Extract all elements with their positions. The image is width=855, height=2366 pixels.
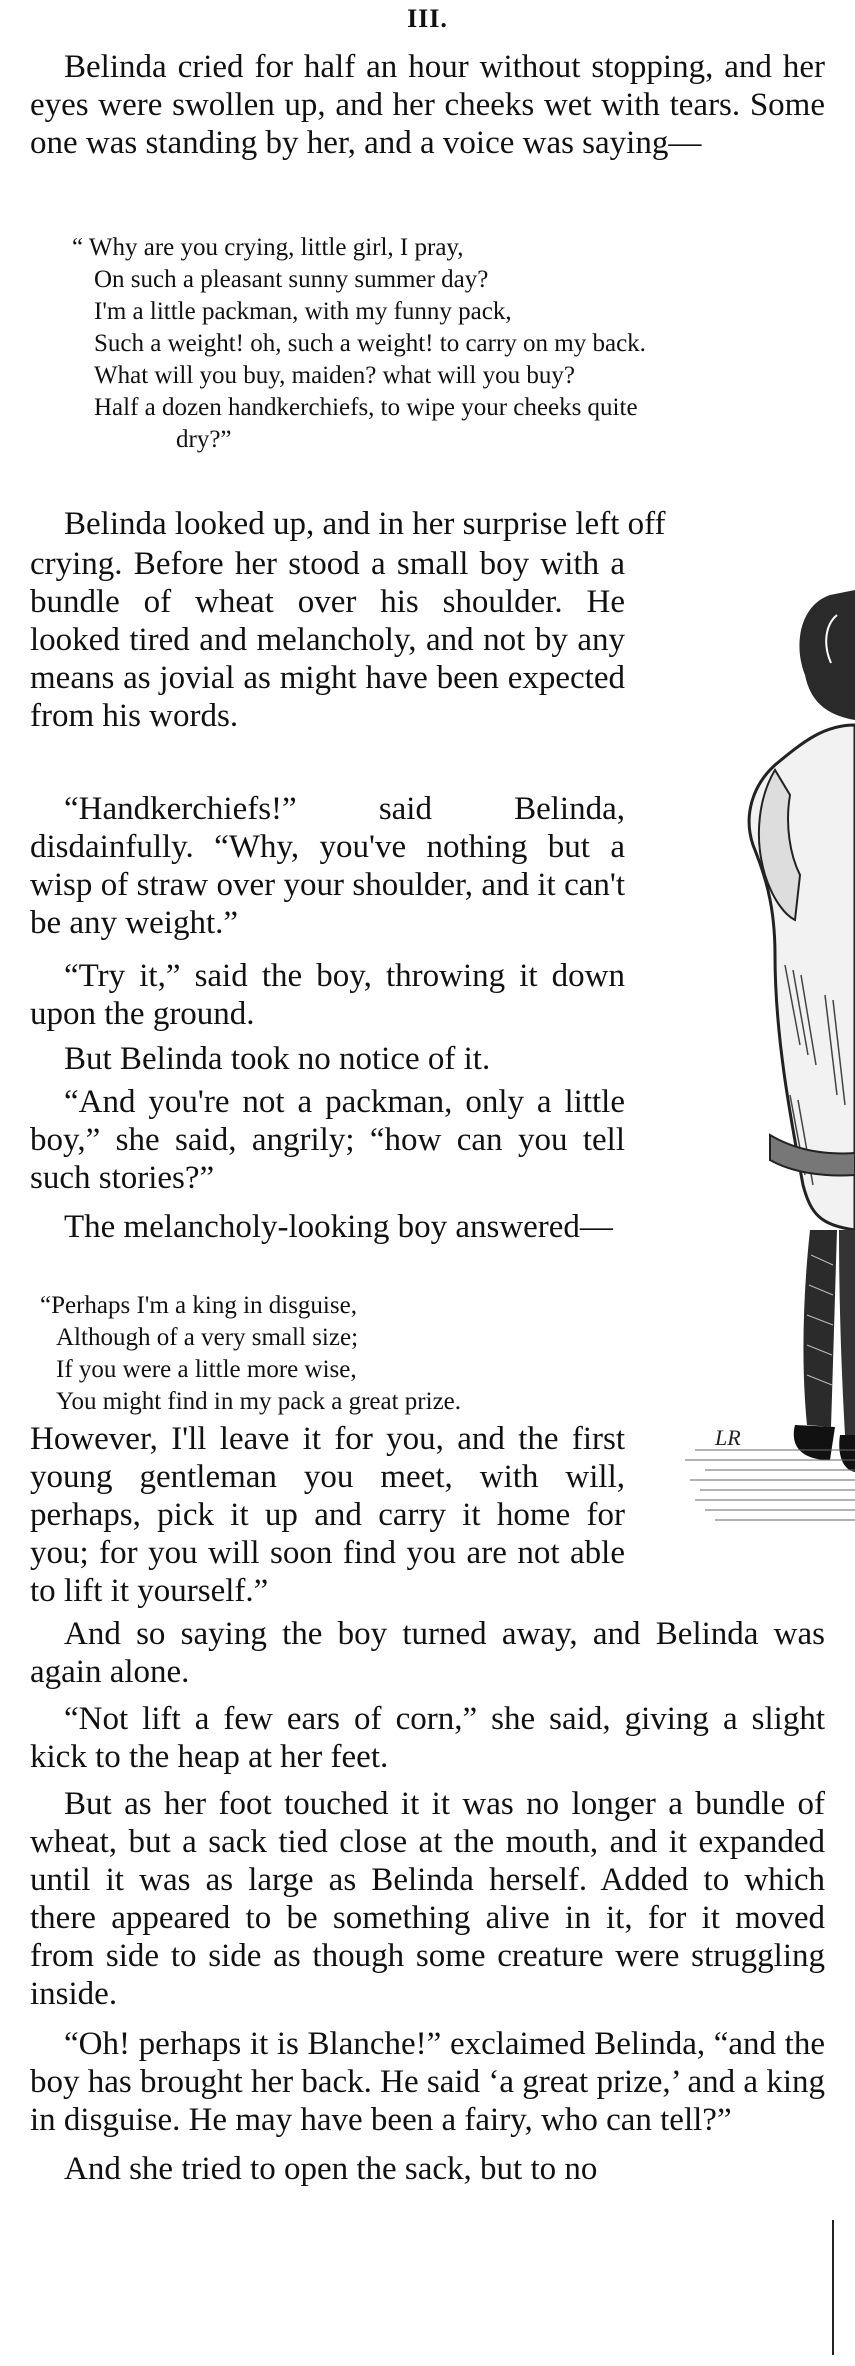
leg-right: [839, 1230, 855, 1435]
margin-rule: [832, 2220, 834, 2355]
paragraph-12: “Oh! perhaps it is Blanche!” exclaimed Belinda, “and the boy has brought her back. He said ‘a great prize,’ and a king in disguise. He may have been a fairy, who can tell?”: [30, 2026, 825, 2138]
artist-signature: LR: [715, 1425, 741, 1450]
paragraph-4: “Try it,” said the boy, throwing it down upon the ground.: [30, 958, 625, 1032]
verse-1: [72, 232, 646, 456]
verse-line: I'm a little packman, with my funny pack,: [94, 298, 512, 325]
paragraph-6: “And you're not a packman, only a little boy,” she said, angrily; “how can you tell such stories?”: [30, 1084, 625, 1196]
paragraph-11: But as her foot touched it it was no longer a bundle of wheat, but a sack tied close at the mouth, and it expanded until it was as large as Belinda herself. Added to which there appeared to be something alive in it, for it moved from side to side as though some creature were struggling inside.: [30, 1786, 825, 2012]
shoe-right: [839, 1435, 855, 1472]
verse-line: Such a weight! oh, such a weight! to carry on my back.: [94, 330, 646, 357]
ground-hatching: [685, 1450, 855, 1520]
verse-2: [40, 1290, 461, 1418]
verse-line: What will you buy, maiden? what will you buy?: [94, 362, 575, 389]
paragraph-9: And so saying the boy turned away, and Belinda was again alone.: [30, 1616, 825, 1690]
paragraph-2-first-line: Belinda looked up, and in her surprise left off: [64, 506, 666, 542]
paragraph-8: However, I'll leave it for you, and the first young gentleman you meet, with will, perhaps, pick it up and carry it home for you; for you will soon find you are not able to lift it yourself.”: [30, 1421, 625, 1609]
verse-line: dry?”: [176, 426, 232, 453]
verse-line: Half a dozen handkerchiefs, to wipe your cheeks quite: [94, 394, 638, 421]
verse-line: On such a pleasant sunny summer day?: [94, 266, 489, 293]
paragraph-13: And she tried to open the sack, but to no: [64, 2151, 598, 2187]
girl-illustration: [625, 575, 855, 1560]
verse-line: “Perhaps I'm a king in disguise,: [40, 1292, 357, 1319]
verse-line: If you were a little more wise,: [56, 1356, 357, 1383]
verse-line: “ Why are you crying, little girl, I pray,: [72, 234, 464, 261]
paragraph-3: “Handkerchiefs!” said Belinda, disdainfully. “Why, you've nothing but a wisp of straw over your shoulder, and it can't be any weight.”: [30, 791, 625, 941]
shoe-left: [794, 1425, 835, 1460]
paragraph-2: crying. Before her stood a small boy with a bundle of wheat over his shoulder. He looked tired and melancholy, and not by any means as jovial as might have been expected from his words.: [30, 546, 625, 734]
paragraph-5: But Belinda took no notice of it.: [64, 1041, 491, 1077]
verse-line: You might find in my pack a great prize.: [56, 1388, 462, 1415]
paragraph-10: “Not lift a few ears of corn,” she said, giving a slight kick to the heap at her feet.: [30, 1701, 825, 1775]
chapter-heading: III.: [407, 4, 448, 33]
paragraph-7: The melancholy-looking boy answered—: [64, 1209, 613, 1245]
verse-line: Although of a very small size;: [56, 1324, 359, 1351]
paragraph-1: Belinda cried for half an hour without stopping, and her eyes were swollen up, and her cheeks wet with tears. Some one was standing by her, and a voice was saying—: [30, 49, 825, 161]
